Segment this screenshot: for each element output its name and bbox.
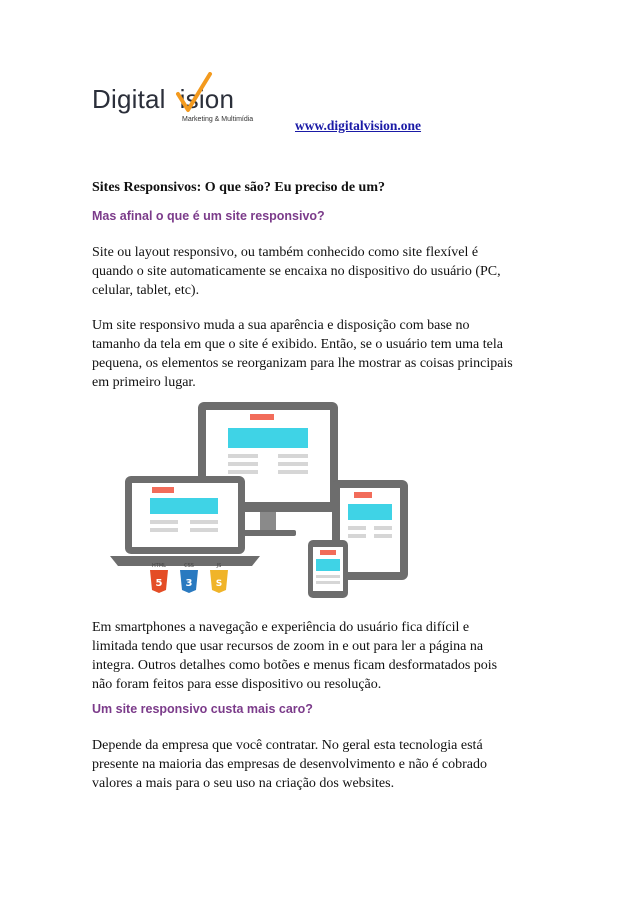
html-badge-label: HTML xyxy=(152,563,166,569)
logo-v-check-icon xyxy=(174,72,214,114)
logo-wordmark: Digital ision xyxy=(92,84,235,114)
tech-badges xyxy=(150,563,228,593)
svg-text:3: 3 xyxy=(185,578,193,589)
subheading-what-is: Mas afinal o que é um site responsivo? xyxy=(92,209,325,223)
css3-badge-icon xyxy=(180,563,198,593)
logo-tagline: Marketing & Multimídia xyxy=(182,116,254,123)
paragraph-1: Site ou layout responsivo, ou também conhecido como site flexível é quando o site automaticamente se encaixa no dispositivo do usuário (PC, celular, tablet, etc). xyxy=(92,245,501,298)
article-title: Sites Responsivos: O que são? Eu preciso de um? xyxy=(92,180,386,195)
paragraph-3: Em smartphones a navegação e experiência do usuário fica difícil e limitada tendo que usar recursos de zoom in e out para ler a página na integra. Outros detalhes como botões e menus ficam desformatados pois não foram feitos para esse dispositivo ou resolução. xyxy=(92,620,498,692)
svg-text:S: S xyxy=(215,579,223,589)
smartphone-icon xyxy=(308,540,348,598)
paragraph-2: Um site responsivo muda a sua aparência e disposição com base no tamanho da tela em que o site é exibido. Então, se o usuário tem uma tela pequena, os elementos se reorganizam para lhe mostrar as coisas principais em primeiro lugar. xyxy=(92,318,513,390)
paragraph-4: Depende da empresa que você contratar. No geral esta tecnologia está presente na maioria das empresas de desenvolvimento e não é cobrado valores a mais para o seu uso na criação dos websites. xyxy=(92,738,487,791)
js-badge-label: JS xyxy=(216,563,222,569)
responsive-devices-illustration xyxy=(110,400,440,600)
svg-text:5: 5 xyxy=(155,578,163,589)
js-badge-icon xyxy=(210,563,228,593)
css-badge-label: CSS xyxy=(184,563,194,569)
digitalvision-logo xyxy=(92,72,272,132)
website-link[interactable]: www.digitalvision.one xyxy=(295,118,422,133)
subheading-cost: Um site responsivo custa mais caro? xyxy=(92,702,313,716)
html5-badge-icon xyxy=(150,563,168,593)
laptop-icon xyxy=(110,476,260,566)
